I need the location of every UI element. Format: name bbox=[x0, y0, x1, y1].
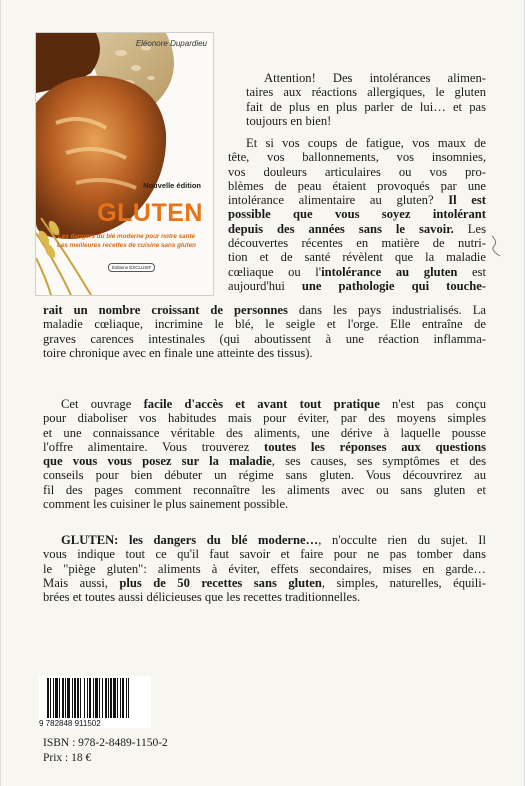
text-run: cœliaque ou l' bbox=[228, 264, 322, 279]
barcode-bar bbox=[126, 678, 127, 718]
barcode-bar bbox=[102, 678, 103, 718]
barcode-bar bbox=[95, 678, 98, 718]
text-run-bold: rait un nombre croissant de personnes bbox=[43, 303, 288, 317]
text-run-bold: que vous vous posez sur la maladie bbox=[43, 454, 272, 469]
cover-publisher-logo: Éditions EXCLUSIF bbox=[108, 263, 155, 272]
paragraph-recipes bbox=[43, 533, 486, 604]
text-run: l'offre alimentaire. Vous trouverez bbox=[43, 439, 265, 454]
barcode-bar bbox=[65, 678, 66, 718]
text-line: comment les cuisiner le plus sainement possible. bbox=[43, 497, 289, 512]
price-text: Prix : 18 € bbox=[43, 752, 92, 764]
barcode-bar bbox=[113, 678, 116, 718]
text-line: blèmes de peau étaient provoqués par une bbox=[228, 178, 486, 193]
cover-subtitle-2: Les meilleures recettes de cuisine sans gluten bbox=[57, 242, 196, 249]
paragraph-book-description bbox=[43, 397, 486, 511]
text-run: Mais aussi, bbox=[43, 575, 120, 590]
barcode-bar bbox=[105, 678, 107, 718]
text-line: conseils pour bien débuter un régime sans gluten. Vous découvrirez au bbox=[43, 468, 486, 483]
text-run: Les bbox=[453, 221, 486, 236]
barcode-bar bbox=[59, 678, 60, 718]
text-line: pour diaboliser vos habitudes mais pour éviter, par des moyens simples bbox=[43, 411, 486, 426]
text-run-bold: facile d'accès et avant tout pratique bbox=[143, 397, 380, 411]
text-line bbox=[228, 222, 486, 236]
cover-author: Eléonore Dupardieu bbox=[135, 39, 207, 48]
text-run-bold: intolérance au gluten bbox=[321, 264, 458, 279]
barcode-bar bbox=[122, 678, 124, 718]
cover-title: GLUTEN bbox=[97, 199, 203, 227]
text-run: , simples, naturelles, équili- bbox=[321, 575, 486, 590]
text-run-bold: possible que vous soyez intolérant bbox=[228, 207, 486, 222]
text-run: aujourd'hui bbox=[228, 278, 302, 293]
text-line: fait de plus en plus parler de lui… et pas bbox=[246, 99, 486, 114]
text-run: intolérance alimentaire au gluten? bbox=[228, 193, 434, 208]
text-run-bold: toutes les réponses aux questions bbox=[264, 439, 486, 454]
text-line: tion et de santé révèlent que la maladie bbox=[228, 250, 486, 265]
barcode-bar bbox=[74, 678, 76, 718]
paragraph-pathology bbox=[43, 303, 486, 360]
text-line: fil des pages comment reconnaître les aliments avec ou sans gluten et bbox=[43, 482, 486, 497]
text-run: Cet ouvrage bbox=[61, 397, 144, 411]
barcode-bar bbox=[87, 678, 88, 718]
cover-subtitle-1: Les dangers du blé moderne pour notre santé bbox=[57, 233, 196, 240]
text-line bbox=[43, 576, 486, 590]
text-line: Et si vos coups de fatigue, vos maux de bbox=[246, 136, 486, 150]
text-run-bold: Il est bbox=[433, 193, 486, 208]
text-line bbox=[43, 454, 486, 468]
barcode-digits: 9 782848 911502 bbox=[39, 719, 101, 728]
barcode-bar bbox=[89, 678, 91, 718]
front-cover-thumbnail bbox=[36, 33, 213, 295]
text-line: maladie cœliaque, incrimine le blé, le seigle et l'orge. Elle entraîne de bbox=[43, 317, 486, 332]
barcode-bar bbox=[128, 678, 129, 718]
barcode-bar bbox=[55, 678, 58, 718]
text-line: brées et toutes aussi délicieuses que les recettes traditionnelles. bbox=[43, 590, 361, 605]
paragraph-symptoms bbox=[228, 136, 486, 293]
text-line: Attention! Des intolérances alimen- bbox=[264, 71, 486, 85]
barcode-bar bbox=[53, 678, 54, 718]
text-line bbox=[228, 207, 486, 221]
barcode-bar bbox=[50, 678, 51, 718]
barcode-bar bbox=[47, 678, 49, 718]
text-run-bold: une pathologie qui touche- bbox=[301, 278, 486, 293]
barcode-bar bbox=[120, 678, 121, 718]
paragraph-attention bbox=[246, 71, 486, 128]
text-line: tête, vos ballonnements, vos insomnies, bbox=[228, 150, 486, 165]
text-line bbox=[228, 265, 486, 279]
text-run: , ses causes, ses symptômes et des bbox=[271, 454, 487, 469]
text-line: vous indique tout ce qu'il faut savoir et faire pour ne pas tomber dans bbox=[43, 547, 486, 562]
barcode-bar bbox=[108, 678, 109, 718]
text-run: , n'occulte rien du sujet. Il bbox=[318, 533, 486, 547]
text-line bbox=[43, 533, 486, 547]
text-line: toujours en bien! bbox=[246, 113, 332, 128]
barcode-bar bbox=[93, 678, 94, 718]
barcode-bar bbox=[110, 678, 112, 718]
text-line: le "piège gluten": aliments à éviter, effets secondaires, mises en garde… bbox=[43, 561, 486, 576]
text-line: taires aux réactions allergiques, le gluten bbox=[246, 85, 486, 100]
barcode-bar bbox=[72, 678, 73, 718]
barcode-bar bbox=[117, 678, 118, 718]
pen-mark-icon bbox=[488, 234, 504, 258]
cover-edition: Nouvelle édition bbox=[143, 181, 201, 190]
barcode-bar bbox=[67, 678, 70, 718]
text-line: toire chronique avec en finale une atteinte des tissus). bbox=[43, 345, 313, 360]
text-line bbox=[43, 440, 486, 454]
text-run: est bbox=[457, 264, 486, 279]
text-line bbox=[228, 279, 486, 293]
barcode-icon bbox=[39, 676, 151, 728]
isbn-text: ISBN : 978-2-8489-1150-2 bbox=[43, 737, 168, 749]
barcode-bar bbox=[77, 678, 79, 718]
text-line: vos douleurs articulaires ou vos pro- bbox=[228, 164, 486, 179]
bread-and-grain-photo bbox=[36, 33, 213, 295]
text-line: graves carences intestinales (qui aboutissent à une réaction inflamma- bbox=[43, 331, 486, 346]
text-line bbox=[43, 303, 486, 317]
barcode-bar bbox=[80, 678, 81, 718]
text-line: découvertes récentes en matière de nutri- bbox=[228, 236, 486, 251]
text-run-bold: GLUTEN: les dangers du blé moderne… bbox=[61, 533, 319, 547]
text-line: et une connaissance véritable des aliments, une dérive à laquelle pousse bbox=[43, 425, 486, 440]
barcode-bar bbox=[99, 678, 100, 718]
text-run: dans les pays industrialisés. La bbox=[287, 303, 486, 317]
barcode-bar bbox=[62, 678, 64, 718]
text-run-bold: plus de 50 recettes sans gluten bbox=[119, 575, 322, 590]
text-line bbox=[43, 397, 486, 411]
text-line bbox=[228, 193, 486, 207]
text-run-bold: depuis des années sans le savoir. bbox=[228, 221, 454, 236]
barcode-bar bbox=[84, 678, 85, 718]
text-run: n'est pas conçu bbox=[379, 397, 486, 411]
